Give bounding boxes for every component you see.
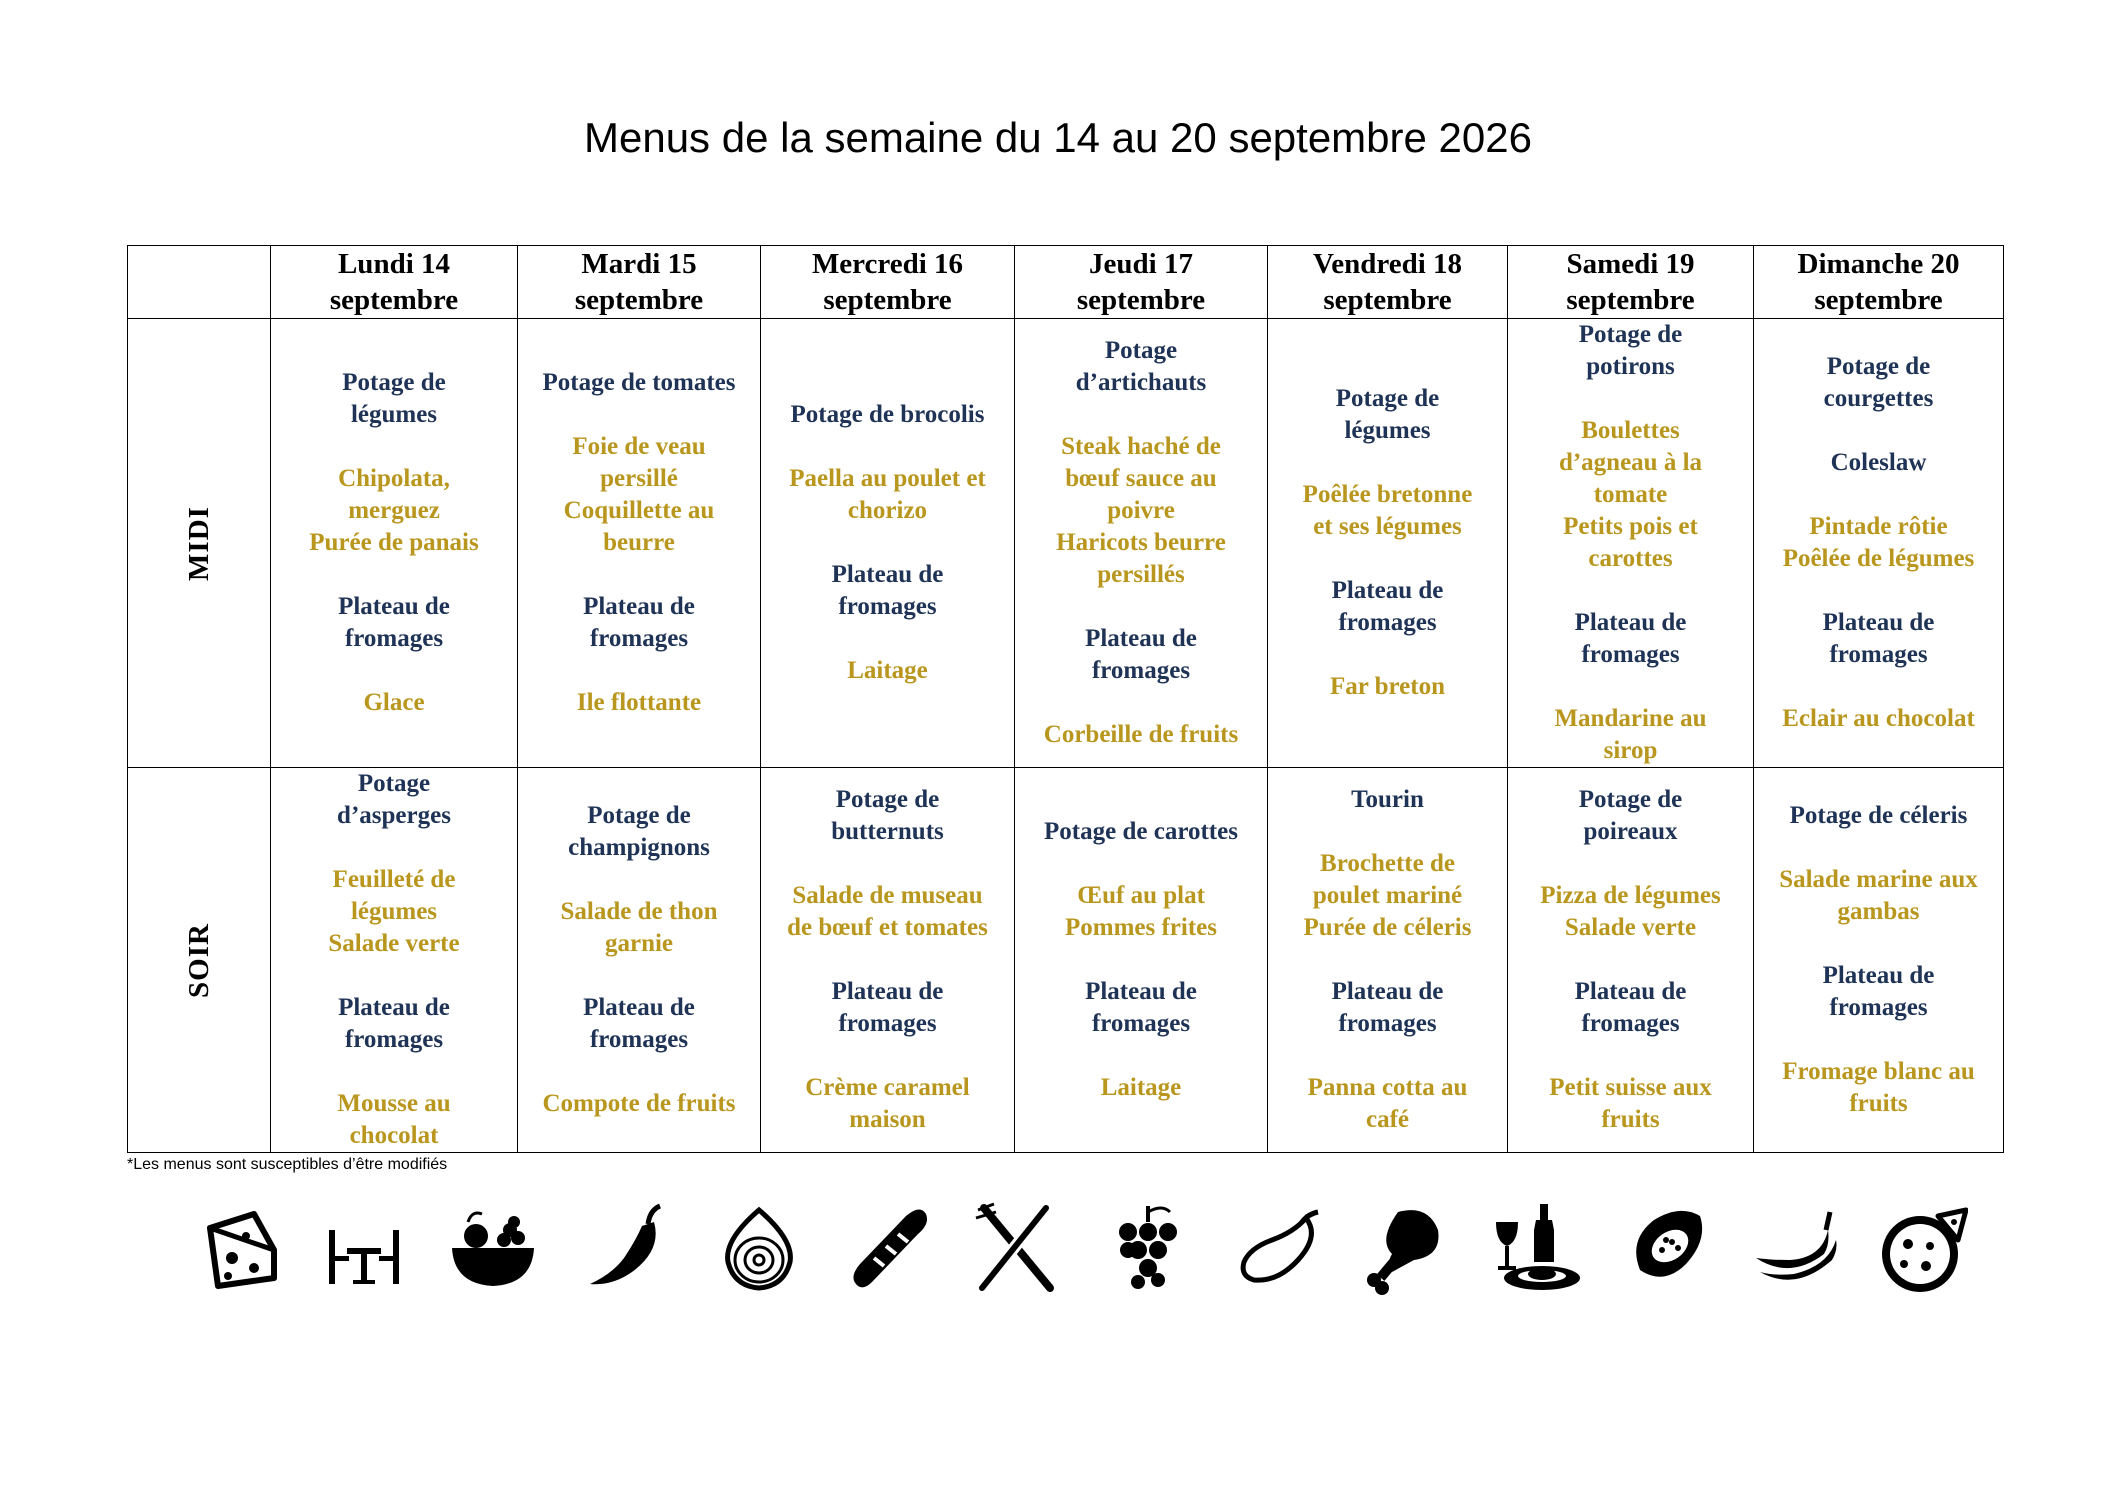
fork-knife-icon — [970, 1200, 1060, 1296]
menu-line: fromages — [1581, 641, 1680, 668]
menu-line: fruits — [1849, 1090, 1908, 1117]
menu-line: fromages — [838, 1010, 937, 1037]
food-icons-row — [0, 1200, 2116, 1310]
menu-line: Brochette de — [1320, 850, 1455, 877]
menu-line: d’agneau à la — [1558, 449, 1703, 476]
menu-line: champignons — [568, 834, 710, 861]
spacer — [1508, 671, 1753, 703]
menu-line: Mandarine au — [1554, 705, 1707, 732]
menu-line: butternuts — [831, 818, 944, 845]
menu-line: café — [1365, 1106, 1410, 1133]
menu-line: Potage de — [342, 369, 446, 396]
menu-line: sirop — [1603, 737, 1658, 764]
menu-line: fromages — [344, 625, 444, 652]
page-title: Menus de la semaine du 14 au 20 septembre 2026 — [584, 114, 1532, 161]
day-header: Vendredi 18 septembre — [1268, 246, 1508, 319]
menu-line: Tourin — [1351, 786, 1424, 813]
menu-line: Laitage — [847, 657, 928, 684]
spacer — [518, 1056, 760, 1088]
pizza-icon — [1878, 1200, 1968, 1296]
menu-line: Œuf au plat — [1077, 882, 1205, 909]
spacer — [271, 832, 517, 864]
menu-cell — [518, 768, 761, 1153]
menu-line: fromages — [1829, 994, 1928, 1021]
menu-line: Petits pois et — [1563, 513, 1698, 540]
spacer — [518, 864, 760, 896]
menu-line: garnie — [604, 930, 674, 957]
menu-line: Plateau de — [1822, 962, 1935, 989]
menu-line: fromages — [344, 1026, 444, 1053]
baguette-icon — [844, 1200, 934, 1296]
chili-pepper-icon — [582, 1200, 672, 1296]
menu-line: Plateau de — [1085, 978, 1197, 1005]
menu-line: Petit suisse aux — [1549, 1074, 1712, 1101]
menu-line: Plateau de — [1331, 978, 1444, 1005]
menu-line: Paella au poulet et — [789, 465, 986, 492]
menu-line: fromages — [589, 1026, 689, 1053]
menu-line: Glace — [363, 689, 425, 716]
menu-line: Potage de tomates — [542, 369, 736, 396]
menu-line: Poêlée bretonne — [1302, 481, 1473, 508]
menu-line: fromages — [1829, 641, 1928, 668]
menu-line: courgettes — [1823, 385, 1934, 412]
spacer — [518, 960, 760, 992]
spacer — [1268, 639, 1507, 671]
meal-label-soir: SOIR — [128, 768, 271, 1153]
menu-line: bœuf sauce au — [1065, 465, 1217, 492]
menu-line: merguez — [348, 497, 440, 524]
spacer — [1268, 543, 1507, 575]
day-header: Lundi 14 septembre — [271, 246, 518, 319]
spacer — [1268, 944, 1507, 976]
menu-line: Potage de — [1335, 385, 1440, 412]
spacer — [1268, 1040, 1507, 1072]
menu-cell — [1268, 319, 1508, 768]
menu-line: Plateau de — [1574, 609, 1687, 636]
menu-line: Potage — [357, 770, 431, 797]
menu-table — [127, 245, 2004, 1153]
menu-cell — [1754, 319, 2004, 768]
menu-line: Potage de — [1578, 786, 1683, 813]
spacer — [518, 655, 760, 687]
menu-line: Pommes frites — [1064, 914, 1217, 941]
menu-line: et ses légumes — [1313, 513, 1462, 540]
menu-line: Mousse au — [337, 1090, 451, 1117]
spacer — [761, 623, 1014, 655]
menu-line: fromages — [838, 593, 937, 620]
day-header: Jeudi 17 septembre — [1015, 246, 1268, 319]
dining-table-icon — [319, 1200, 409, 1296]
header-row — [128, 246, 2004, 319]
menu-line: Foie de veau — [572, 433, 706, 460]
menu-line: Plateau de — [1574, 978, 1687, 1005]
spacer — [1754, 671, 2003, 703]
menu-line: Eclair au chocolat — [1782, 705, 1975, 732]
menu-line: Feuilleté de — [332, 866, 456, 893]
spacer — [1754, 479, 2003, 511]
menu-line: Potage de — [1826, 353, 1931, 380]
grapes-icon — [1098, 1200, 1188, 1296]
spacer — [518, 559, 760, 591]
disclaimer-note: *Les menus sont susceptibles d’être modifiés — [127, 1156, 448, 1173]
spacer — [1754, 1024, 2003, 1056]
menu-line: tomate — [1593, 481, 1668, 508]
menu-line: Purée de panais — [309, 529, 479, 556]
menu-cell — [1508, 319, 1754, 768]
menu-line: Haricots beurre — [1056, 529, 1226, 556]
menu-line: d’asperges — [337, 802, 451, 829]
spacer — [761, 527, 1014, 559]
menu-line: Potage de carottes — [1044, 818, 1238, 845]
menu-line: fruits — [1601, 1106, 1660, 1133]
spacer — [1015, 687, 1267, 719]
wine-meal-icon — [1490, 1200, 1580, 1296]
menu-line: Salade de thon — [560, 898, 718, 925]
spacer — [271, 655, 517, 687]
day-header: Mardi 15 septembre — [518, 246, 761, 319]
eggplant-icon — [1236, 1200, 1326, 1296]
spacer — [271, 1056, 517, 1088]
soir-row — [128, 768, 2004, 1153]
menu-line: chorizo — [847, 497, 928, 524]
menu-line: Potage de brocolis — [790, 401, 985, 428]
menu-line: légumes — [350, 898, 438, 925]
menu-line: Far breton — [1329, 673, 1446, 700]
menu-line: Laitage — [1100, 1074, 1182, 1101]
menu-line: Potage — [1104, 337, 1178, 364]
spacer — [1754, 832, 2003, 864]
menu-cell — [761, 319, 1015, 768]
menu-line: Corbeille de fruits — [1043, 721, 1239, 748]
menu-line: beurre — [603, 529, 675, 556]
menu-cell — [271, 768, 518, 1153]
spacer — [1015, 591, 1267, 623]
spacer — [271, 559, 517, 591]
menu-line: fromages — [1091, 657, 1191, 684]
menu-line: Crème caramel — [805, 1074, 970, 1101]
menu-line: Pizza de légumes — [1540, 882, 1721, 909]
menu-line: chocolat — [349, 1122, 439, 1149]
menu-line: d’artichauts — [1075, 369, 1207, 396]
spacer — [761, 1040, 1014, 1072]
menu-line: Plateau de — [1822, 609, 1935, 636]
spacer — [1015, 399, 1267, 431]
papaya-icon — [1620, 1200, 1710, 1296]
menu-line: Plateau de — [831, 978, 944, 1005]
menu-line: maison — [849, 1106, 926, 1133]
menu-line: Ile flottante — [576, 689, 702, 716]
menu-line: Plateau de — [583, 994, 695, 1021]
menu-line: poireaux — [1583, 818, 1678, 845]
menu-line: Pintade rôtie — [1809, 513, 1948, 540]
menu-line: légumes — [1344, 417, 1431, 444]
midi-row — [128, 319, 2004, 768]
spacer — [1754, 928, 2003, 960]
menu-line: Compote de fruits — [542, 1090, 736, 1117]
menu-line: poivre — [1107, 497, 1175, 524]
spacer — [1508, 944, 1753, 976]
spacer — [761, 848, 1014, 880]
menu-cell — [1268, 768, 1508, 1153]
day-header: Dimanche 20 septembre — [1754, 246, 2004, 319]
bananas-icon — [1750, 1200, 1840, 1296]
menu-line: Plateau de — [338, 994, 450, 1021]
menu-line: Salade verte — [328, 930, 460, 957]
menu-cell — [1015, 768, 1268, 1153]
spacer — [1015, 1040, 1267, 1072]
menu-line: Coquillette au — [563, 497, 715, 524]
spacer — [1015, 944, 1267, 976]
day-header: Mercredi 16 septembre — [761, 246, 1015, 319]
menu-cell — [271, 319, 518, 768]
menu-cell — [1508, 768, 1754, 1153]
menu-line: Fromage blanc au — [1782, 1058, 1975, 1085]
onion-icon — [714, 1200, 804, 1296]
menu-line: Potage de céleris — [1789, 802, 1968, 829]
spacer — [1508, 1040, 1753, 1072]
menu-line: carottes — [1588, 545, 1673, 572]
menu-line: Salade verte — [1564, 914, 1697, 941]
menu-line: potirons — [1586, 353, 1675, 380]
menu-cell — [761, 768, 1015, 1153]
menu-line: de bœuf et tomates — [787, 914, 988, 941]
menu-cell — [1015, 319, 1268, 768]
menu-line: Salade de museau — [792, 882, 983, 909]
menu-line: Chipolata, — [338, 465, 450, 492]
spacer — [1754, 415, 2003, 447]
menu-line: Poêlée de légumes — [1782, 545, 1975, 572]
corner-cell — [128, 246, 271, 319]
menu-line: Potage de — [835, 786, 940, 813]
menu-line: fromages — [1338, 609, 1437, 636]
fruit-bowl-icon — [448, 1200, 538, 1296]
spacer — [1508, 383, 1753, 415]
menu-line: Coleslaw — [1830, 449, 1927, 476]
menu-line: Plateau de — [338, 593, 450, 620]
menu-line: Purée de céleris — [1303, 914, 1472, 941]
menu-line: Steak haché de — [1061, 433, 1221, 460]
menu-line: Plateau de — [583, 593, 695, 620]
menu-line: poulet mariné — [1312, 882, 1463, 909]
spacer — [1508, 848, 1753, 880]
menu-line: Salade marine aux — [1779, 866, 1978, 893]
day-header: Samedi 19 septembre — [1508, 246, 1754, 319]
menu-line: légumes — [350, 401, 438, 428]
spacer — [1268, 816, 1507, 848]
spacer — [761, 431, 1014, 463]
menu-line: Plateau de — [1331, 577, 1444, 604]
menu-line: fromages — [1338, 1010, 1437, 1037]
menu-line: persillés — [1097, 561, 1185, 588]
cheese-icon — [196, 1200, 286, 1296]
menu-line: Plateau de — [831, 561, 944, 588]
chicken-leg-icon — [1358, 1200, 1448, 1296]
menu-cell — [518, 319, 761, 768]
menu-line: fromages — [1091, 1010, 1191, 1037]
menu-line: fromages — [589, 625, 689, 652]
menu-line: Boulettes — [1581, 417, 1680, 444]
spacer — [1268, 447, 1507, 479]
menu-line: Plateau de — [1085, 625, 1197, 652]
spacer — [271, 960, 517, 992]
spacer — [1015, 848, 1267, 880]
spacer — [761, 944, 1014, 976]
spacer — [1754, 575, 2003, 607]
menu-cell — [1754, 768, 2004, 1153]
spacer — [271, 431, 517, 463]
spacer — [1508, 575, 1753, 607]
menu-line: Panna cotta au — [1307, 1074, 1468, 1101]
menu-line: gambas — [1837, 898, 1920, 925]
menu-line: fromages — [1581, 1010, 1680, 1037]
meal-label-midi: MIDI — [128, 319, 271, 768]
menu-line: persillé — [600, 465, 678, 492]
spacer — [518, 399, 760, 431]
menu-line: Potage de — [1578, 321, 1683, 348]
menu-line: Potage de — [587, 802, 691, 829]
